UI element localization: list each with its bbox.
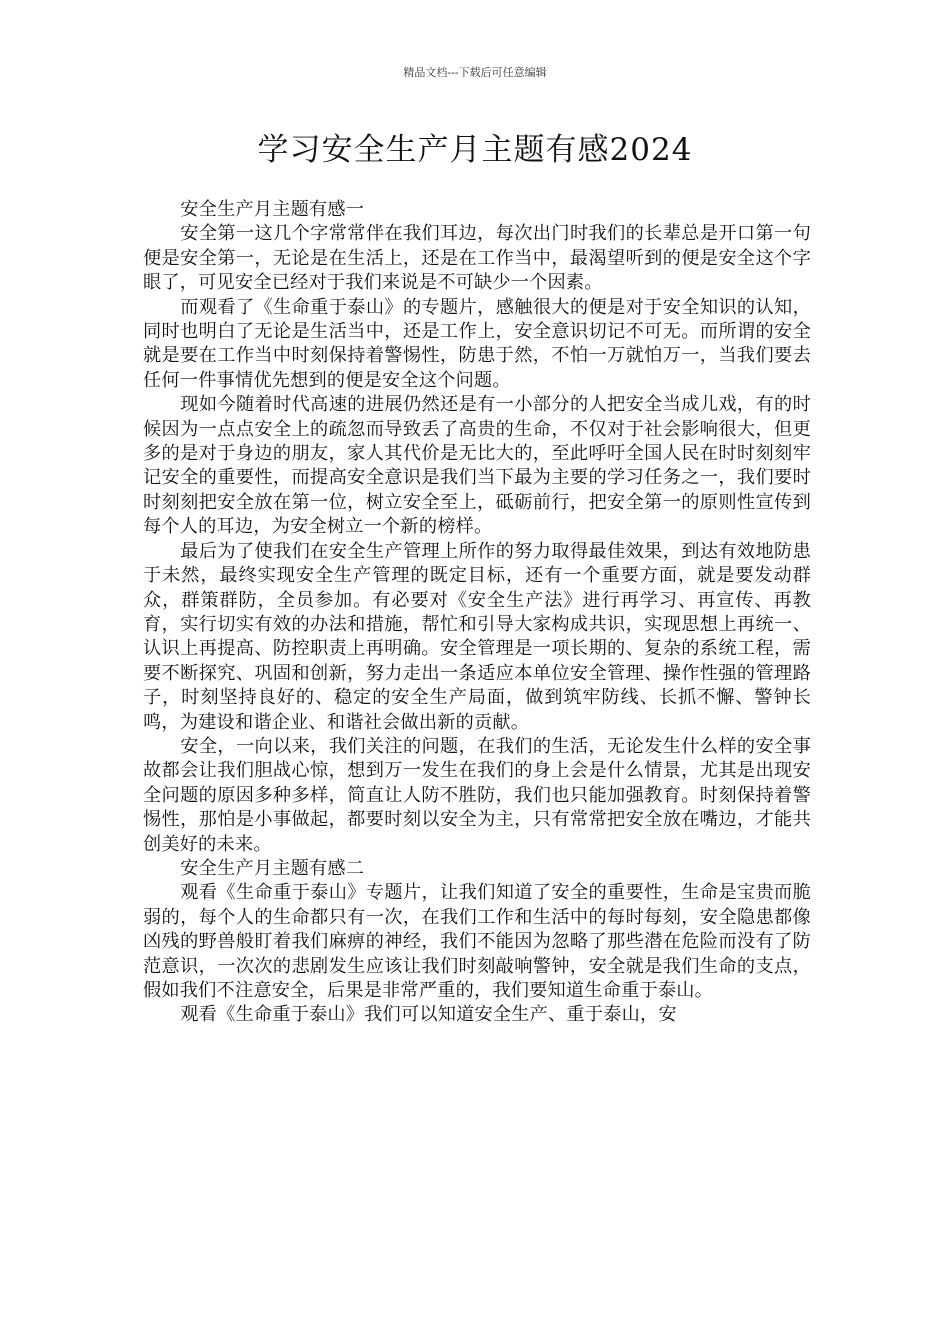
document-title: 学习安全生产月主题有感2024 — [257, 132, 693, 168]
paragraph: 而观看了《生命重于泰山》的专题片，感触很大的便是对于安全知识的认知，同时也明白了无论是生活当中，还是工作上，安全意识切记不可无。而所谓的安全就是要在工作当中时刻保持着警惕性，防患于然，不怕一万就怕万一，当我们要去任何一件事情优先想到的便是安全这个问题。 — [143, 296, 811, 391]
section-heading-2: 安全生产月主题有感二 — [180, 857, 365, 879]
paragraph: 安全，一向以来，我们关注的问题，在我们的生活，无论发生什么样的安全事故都会让我们胆战心惊，想到万一发生在我们的身上会是什么情景，尤其是出现安全问题的原因多种多样，简直让人防不胜防，我们也只能加强教育。时刻保持着警惕性，那怕是小事做起，都要时刻以安全为主，只有常常把安全放在嘴边，才能共创美好的未来。 — [143, 735, 811, 855]
paragraph: 安全第一这几个字常常伴在我们耳边，每次出门时我们的长辈总是开口第一句便是安全第一，无论是在生活上，还是在工作当中，最渴望听到的便是安全这个字眼了，可见安全已经对于我们来说是不可缺少一个因素。 — [143, 223, 811, 294]
document-body — [143, 198, 811, 1028]
section-heading-1: 安全生产月主题有感一 — [180, 199, 365, 220]
page-header: 精品文档---下载后可任意编辑 — [403, 66, 547, 79]
paragraph: 观看《生命重于泰山》专题片，让我们知道了安全的重要性，生命是宝贵而脆弱的，每个人的生命都只有一次，在我们工作和生活中的每时每刻，安全隐患都像凶残的野兽般盯着我们麻痹的神经，我们不能因为忽略了那些潜在危险而没有了防范意识，一次次的悲剧发生应该让我们时刻敲响警钟，安全就是我们生命的支点，假如我们不注意安全，后果是非常严重的，我们要知道生命重于泰山。 — [143, 882, 811, 1001]
paragraph: 现如今随着时代高速的进展仍然还是有一小部分的人把安全当成儿戏，有的时候因为一点点安全上的疏忽而导致丢了高贵的生命，不仅对于社会影响很大，但更多的是对于身边的朋友，家人其代价是无比大的，至此呼吁全国人民在时时刻刻牢记安全的重要性，而提高安全意识是我们当下最为主要的学习任务之一，我们要时时刻刻把安全放在第一位，树立安全至上，砥砺前行，把安全第一的原则性宣传到每个人的耳边，为安全树立一个新的榜样。 — [143, 394, 811, 538]
paragraph: 观看《生命重于泰山》我们可以知道安全生产、重于泰山，安 — [180, 1004, 677, 1026]
paragraph: 最后为了使我们在安全生产管理上所作的努力取得最佳效果，到达有效地防患于未然，最终实现安全生产管理的既定目标，还有一个重要方面，就是要发动群众，群策群防，全员参加。有必要对《安全生产法》进行再学习、再宣传、再教育，实行切实有效的办法和措施，帮忙和引导大家构成共识，实现思想上再统一、认识上再提高、防控职责上再明确。安全管理是一项长期的、复杂的系统工程，需要不断探究、巩固和创新，努力走出一条适应本单位安全管理、操作性强的管理路子，时刻坚持良好的、稳定的安全生产局面，做到筑牢防线、长抓不懈、警钟长鸣，为建设和谐企业、和谐社会做出新的贡献。 — [143, 540, 811, 733]
